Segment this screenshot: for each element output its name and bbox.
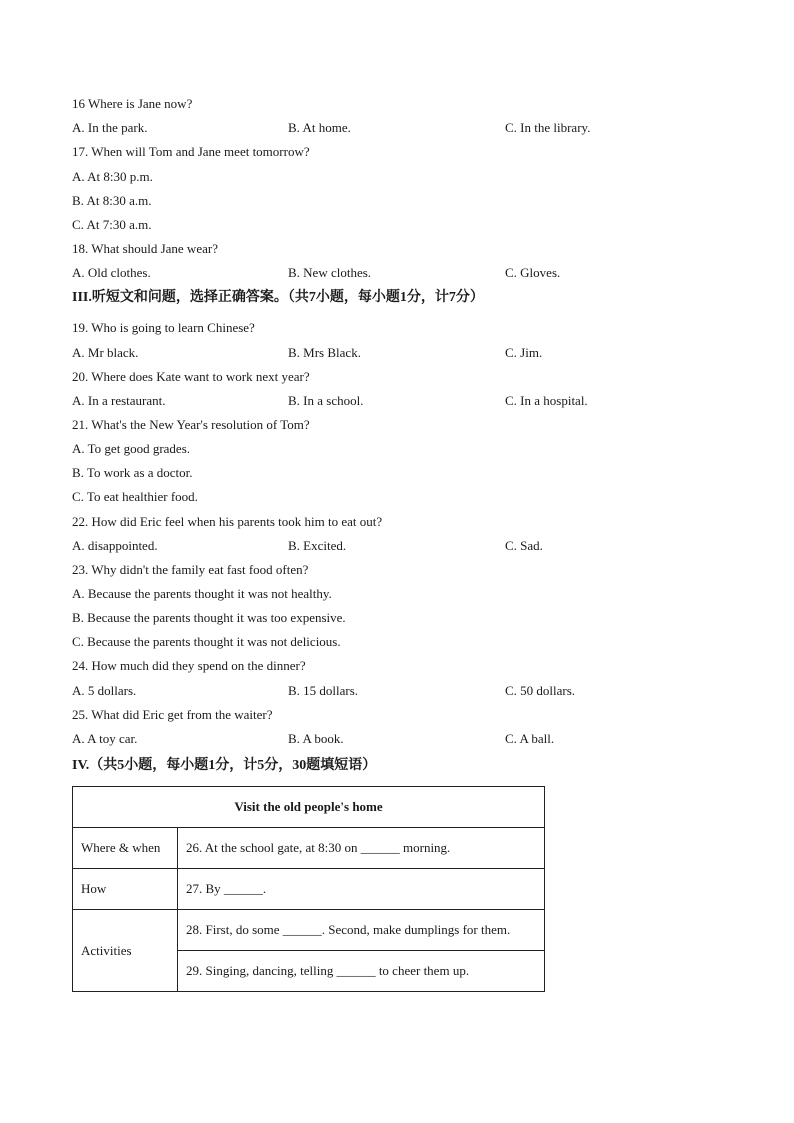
option-23b: B. Because the parents thought it was too expensive.	[72, 610, 346, 625]
option-16b: B. At home.	[288, 120, 351, 135]
section-4-heading: IV.（共5小题，每小题1分，计5分，30题填短语）	[72, 758, 377, 773]
option-17c: C. At 7:30 a.m.	[72, 217, 152, 232]
question-16: 16 Where is Jane now?	[72, 96, 193, 111]
option-22a: A. disappointed.	[72, 538, 158, 553]
option-21b: B. To work as a doctor.	[72, 465, 193, 480]
option-25b: B. A book.	[288, 731, 344, 746]
table-title-row	[73, 787, 545, 828]
option-21c: C. To eat healthier food.	[72, 489, 198, 504]
row-label-activities: Activities	[73, 910, 178, 992]
option-19c: C. Jim.	[505, 345, 543, 360]
option-24b: B. 15 dollars.	[288, 683, 359, 698]
table-row	[73, 828, 545, 869]
row-label-where-when: Where & when	[73, 828, 178, 869]
row-text-29: 29. Singing, dancing, telling ______ to cheer them up.	[178, 951, 545, 992]
question-21: 21. What's the New Year's resolution of Tom?	[72, 417, 310, 432]
section-3-heading: III.听短文和问题，选择正确答案。（共7小题，每小题1分，计7分）	[72, 290, 484, 305]
option-23c: C. Because the parents thought it was not delicious.	[72, 634, 341, 649]
option-18a: A. Old clothes.	[72, 265, 151, 280]
question-25: 25. What did Eric get from the waiter?	[72, 707, 273, 722]
row-text-26: 26. At the school gate, at 8:30 on ______ morning.	[178, 828, 545, 869]
question-19: 19. Who is going to learn Chinese?	[72, 320, 255, 335]
option-25a: A. A toy car.	[72, 731, 138, 746]
option-19a: A. Mr black.	[72, 345, 139, 360]
row-text-27: 27. By ______.	[178, 869, 545, 910]
table-row	[73, 910, 545, 951]
question-24: 24. How much did they spend on the dinner?	[72, 658, 306, 673]
option-22c: C. Sad.	[505, 538, 543, 553]
option-25c: C. A ball.	[505, 731, 555, 746]
option-17b: B. At 8:30 a.m.	[72, 193, 152, 208]
option-19b: B. Mrs Black.	[288, 345, 361, 360]
notes-table	[72, 786, 545, 992]
option-20a: A. In a restaurant.	[72, 393, 166, 408]
option-22b: B. Excited.	[288, 538, 347, 553]
option-16a: A. In the park.	[72, 120, 148, 135]
table-title: Visit the old people's home	[73, 787, 545, 828]
option-17a: A. At 8:30 p.m.	[72, 169, 153, 184]
question-18: 18. What should Jane wear?	[72, 241, 218, 256]
table-row	[73, 869, 545, 910]
option-24a: A. 5 dollars.	[72, 683, 137, 698]
question-23: 23. Why didn't the family eat fast food often?	[72, 562, 309, 577]
option-18b: B. New clothes.	[288, 265, 372, 280]
row-text-28: 28. First, do some ______. Second, make dumplings for them.	[178, 910, 545, 951]
row-label-how: How	[73, 869, 178, 910]
question-17: 17. When will Tom and Jane meet tomorrow?	[72, 144, 310, 159]
option-21a: A. To get good grades.	[72, 441, 190, 456]
option-16c: C. In the library.	[505, 120, 591, 135]
question-22: 22. How did Eric feel when his parents took him to eat out?	[72, 514, 383, 529]
option-20b: B. In a school.	[288, 393, 364, 408]
option-18c: C. Gloves.	[505, 265, 561, 280]
option-23a: A. Because the parents thought it was not healthy.	[72, 586, 332, 601]
question-20: 20. Where does Kate want to work next year?	[72, 369, 310, 384]
option-20c: C. In a hospital.	[505, 393, 588, 408]
option-24c: C. 50 dollars.	[505, 683, 576, 698]
